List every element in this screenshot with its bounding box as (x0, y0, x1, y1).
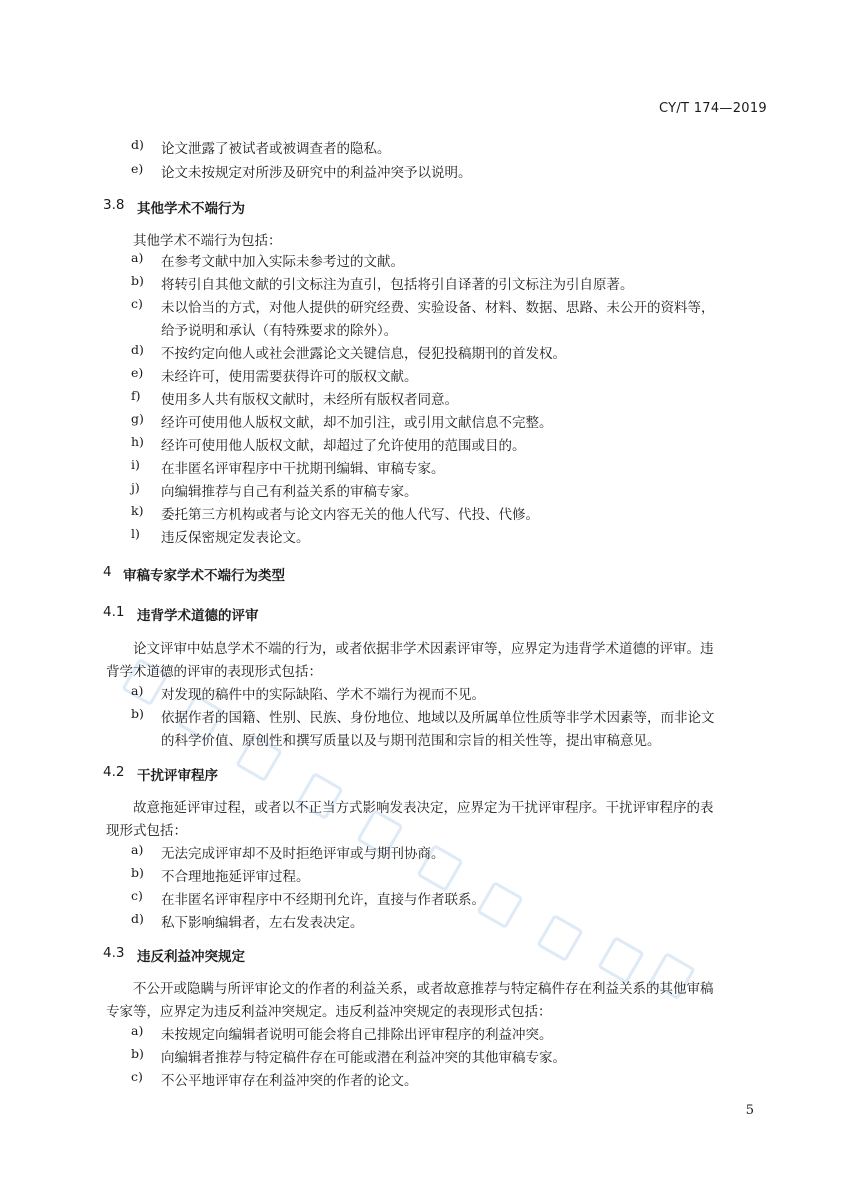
document-page: CY/T 174—2019 d) 论文泄露了被试者或被调查者的隐私。 e) 论文未按规定对所涉及研究中的利益冲突予以说明。 3.8 其他学术不端行为 其他学术不端行为包括： a) 在参考文献中加入实际未参考过的文献。 b) 将转引自其他文献的引文标注为直引，包括将引自译著的引文标注为引自原著。 c) 未以恰当的方式，对他人提供的研究经费、实验设备、材料、数据、思路、未公开的资料等， 给予说明和承认（有特殊要求的除外）。 d) 不按约定向他人或社会泄露论文关键信息，侵犯投稿期刊的首发权。 e) 未经许可，使用需要获得许可的版权文献。 f) 使用多人共有版权文献时，未经所有版权者同意。 g) 经许可使用他人版权文献，却不加引注，或引用文献信息不完整。 h) 经许可使用他人版权文献，却超过了允许使用的范围或目的。 i) 在非匿名评审程序中干扰期刊编辑、审稿专家。 j) 向编辑推荐与自己有利益关系的审稿专家。 k) 委托第三方机构或者与论文内容无关的他人代写、代投、代修。 l) 违反保密规定发表论文。 4 审稿专家学术不端行为类型 4.1 违背学术道德的评审 论文评审中姑息学术不端的行为，或者依据非学术因素评审等，应界定为违背学术道德的评审。违 背学术道德的评审的表现形式包括： a) 对发现的稿件中的实际缺陷、学术不端行为视而不见。 b) 依据作者的国籍、性别、民族、身份地位、地域以及所属单位性质等非学术因素等，而非论文 的科学价值、原创性和撰写质量以及与期刊范围和宗旨的相关性等，提出审稿意见。 4.2 干扰评审程序 故意拖延评审过程，或者以不正当方式影响发表决定，应界定为干扰评审程序。干扰评审程序的表 现形式包括： a) 无法完成评审却不及时拒绝评审或与期刊协商。 b) 不合理地拖延评审过程。 c) 在非匿名评审程序中不经期刊允许，直接与作者联系。 d) 私下影响编辑者，左右发表决定。 4.3 违反利益冲突规定 不公开或隐瞒与所评审论文的作者的利益关系，或者故意推荐与特定稿件存在利益关系的其他审稿 专家等，应界定为违反利益冲突规定。违反利益冲突规定的表现形式包括： a) 未按规定向编辑者说明可能会将自己排除出评审程序的利益冲突。 b) 向编辑者推荐与特定稿件存在可能或潜在利益冲突的其他审稿专家。 c) 不公平地评审存在利益冲突的作者的论文。 5 (0, 0, 849, 1200)
paragraph-line: 专家等，应界定为违反利益冲突规定。违反利益冲突规定的表现形式包括： (106, 1004, 552, 1020)
paragraph-line: 背学术道德的评审的表现形式包括： (106, 664, 322, 680)
paragraph-line: 不公开或隐瞒与所评审论文的作者的利益关系，或者故意推荐与特定稿件存在利益关系的其他审稿 (133, 981, 714, 997)
standard-code: CY/T 174—2019 (658, 101, 767, 116)
paragraph: 其他学术不端行为包括： (133, 233, 282, 249)
paragraph-line: 论文评审中姑息学术不端的行为，或者依据非学术因素评审等，应界定为违背学术道德的评审。违 (133, 641, 714, 657)
paragraph-line: 现形式包括： (106, 823, 187, 839)
page-number: 5 (745, 1103, 754, 1118)
paragraph-line: 故意拖延评审过程，或者以不正当方式影响发表决定，应界定为干扰评审程序。干扰评审程序的表 (133, 800, 714, 816)
